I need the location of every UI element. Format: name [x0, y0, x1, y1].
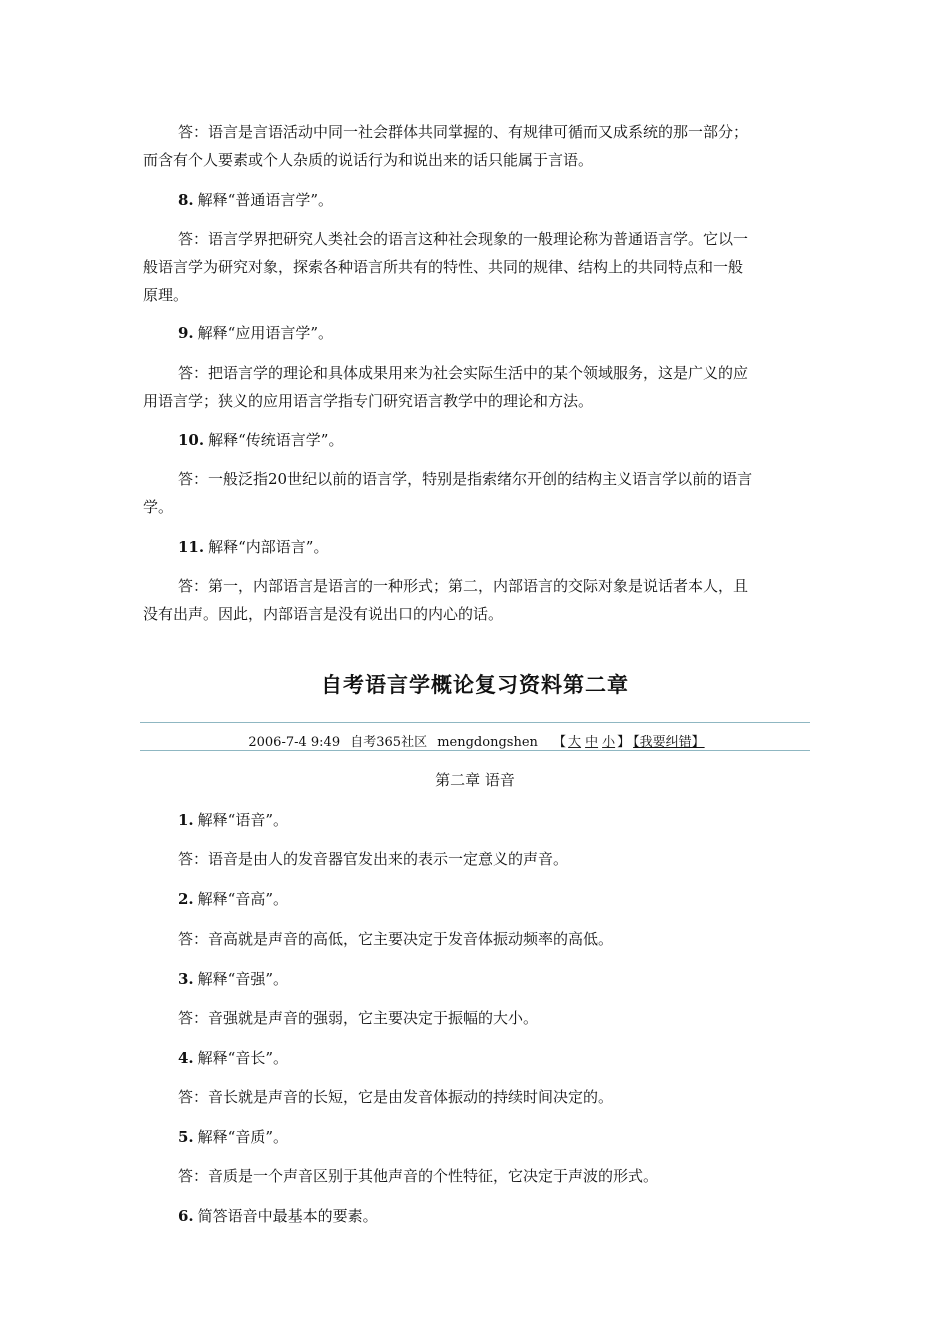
question-number: 11.: [178, 538, 205, 556]
question-8: [178, 190, 333, 210]
answer-line: 答：第一，内部语言是语言的一种形式；第二，内部语言的交际对象是说话者本人，且: [178, 577, 749, 595]
question-text: 解释“传统语言学”。: [208, 431, 344, 449]
question-4: [178, 1048, 288, 1068]
answer-line: 学。: [143, 498, 174, 516]
question-text: 简答语音中最基本的要素。: [197, 1207, 378, 1225]
article-date: 2006-7-4 9:49: [248, 735, 341, 750]
question-text: 解释“音长”。: [197, 1049, 289, 1067]
question-10: [178, 430, 343, 450]
question-text: 解释“内部语言”。: [208, 538, 329, 556]
question-number: 3.: [178, 970, 194, 988]
question-9: [178, 323, 333, 343]
article-author: mengdongshen: [437, 735, 538, 750]
header-rule-bottom: [140, 750, 810, 751]
question-5: [178, 1127, 288, 1147]
answer-line: 答：语音是由人的发音器官发出来的表示一定意义的声音。: [178, 850, 569, 868]
header-rule-top: [140, 722, 810, 723]
question-text: 解释“音高”。: [197, 890, 289, 908]
answer-line: 般语言学为研究对象，探索各种语言所共有的特性、共同的规律、结构上的共同特点和一般: [143, 258, 744, 276]
question-number: 6.: [178, 1207, 194, 1225]
bracket-open: 【: [553, 735, 567, 750]
question-number: 2.: [178, 890, 194, 908]
question-number: 8.: [178, 191, 194, 209]
answer-line: 答：音强就是声音的强弱，它主要决定于振幅的大小。: [178, 1009, 539, 1027]
answer-line: 答：音长就是声音的长短，它是由发音体振动的持续时间决定的。: [178, 1088, 614, 1106]
bracket-close: 】: [617, 735, 631, 750]
answer-line: 答：音高就是声音的高低，它主要决定于发音体振动频率的高低。: [178, 930, 614, 948]
font-size-small-link[interactable]: 小: [602, 735, 616, 750]
article-source: 自考365社区: [350, 735, 428, 750]
question-3: [178, 969, 288, 989]
question-number: 10.: [178, 431, 205, 449]
chapter-heading: 第二章 语音: [435, 771, 515, 789]
question-6: [178, 1206, 378, 1226]
answer-line: 而含有个人要素或个人杂质的说话行为和说出来的话只能属于言语。: [143, 151, 594, 169]
report-error-link[interactable]: 【我要纠错】: [633, 735, 705, 750]
question-11: [178, 537, 328, 557]
answer-line: 没有出声。因此，内部语言是没有说出口的内心的话。: [143, 605, 504, 623]
answer-line: 答：把语言学的理论和具体成果用来为社会实际生活中的某个领域服务，这是广义的应: [178, 364, 749, 382]
answer-line: 原理。: [143, 286, 189, 304]
question-text: 解释“普通语言学”。: [197, 191, 334, 209]
question-1: [178, 810, 288, 830]
question-text: 解释“音强”。: [197, 970, 289, 988]
answer-line: 用语言学；狭义的应用语言学指专门研究语言教学中的理论和方法。: [143, 392, 594, 410]
question-number: 9.: [178, 324, 194, 342]
article-title: 自考语言学概论复习资料第二章: [321, 673, 629, 697]
font-size-medium-link[interactable]: 中: [585, 735, 599, 750]
question-number: 4.: [178, 1049, 194, 1067]
answer-line: 答：音质是一个声音区别于其他声音的个性特征，它决定于声波的形式。: [178, 1167, 659, 1185]
question-text: 解释“语音”。: [197, 811, 289, 829]
answer-line: 答：语言学界把研究人类社会的语言这种社会现象的一般理论称为普通语言学。它以一: [178, 230, 749, 248]
answer-line: 答：语言是言语活动中同一社会群体共同掌握的、有规律可循而又成系统的那一部分；: [178, 123, 749, 141]
question-text: 解释“应用语言学”。: [197, 324, 334, 342]
question-text: 解释“音质”。: [197, 1128, 289, 1146]
answer-line: 答：一般泛指20世纪以前的语言学，特别是指索绪尔开创的结构主义语言学以前的语言: [178, 470, 753, 488]
question-number: 1.: [178, 811, 194, 829]
question-number: 5.: [178, 1128, 194, 1146]
question-2: [178, 889, 288, 909]
font-size-controls: [553, 735, 630, 750]
font-size-large-link[interactable]: 大: [568, 735, 582, 750]
